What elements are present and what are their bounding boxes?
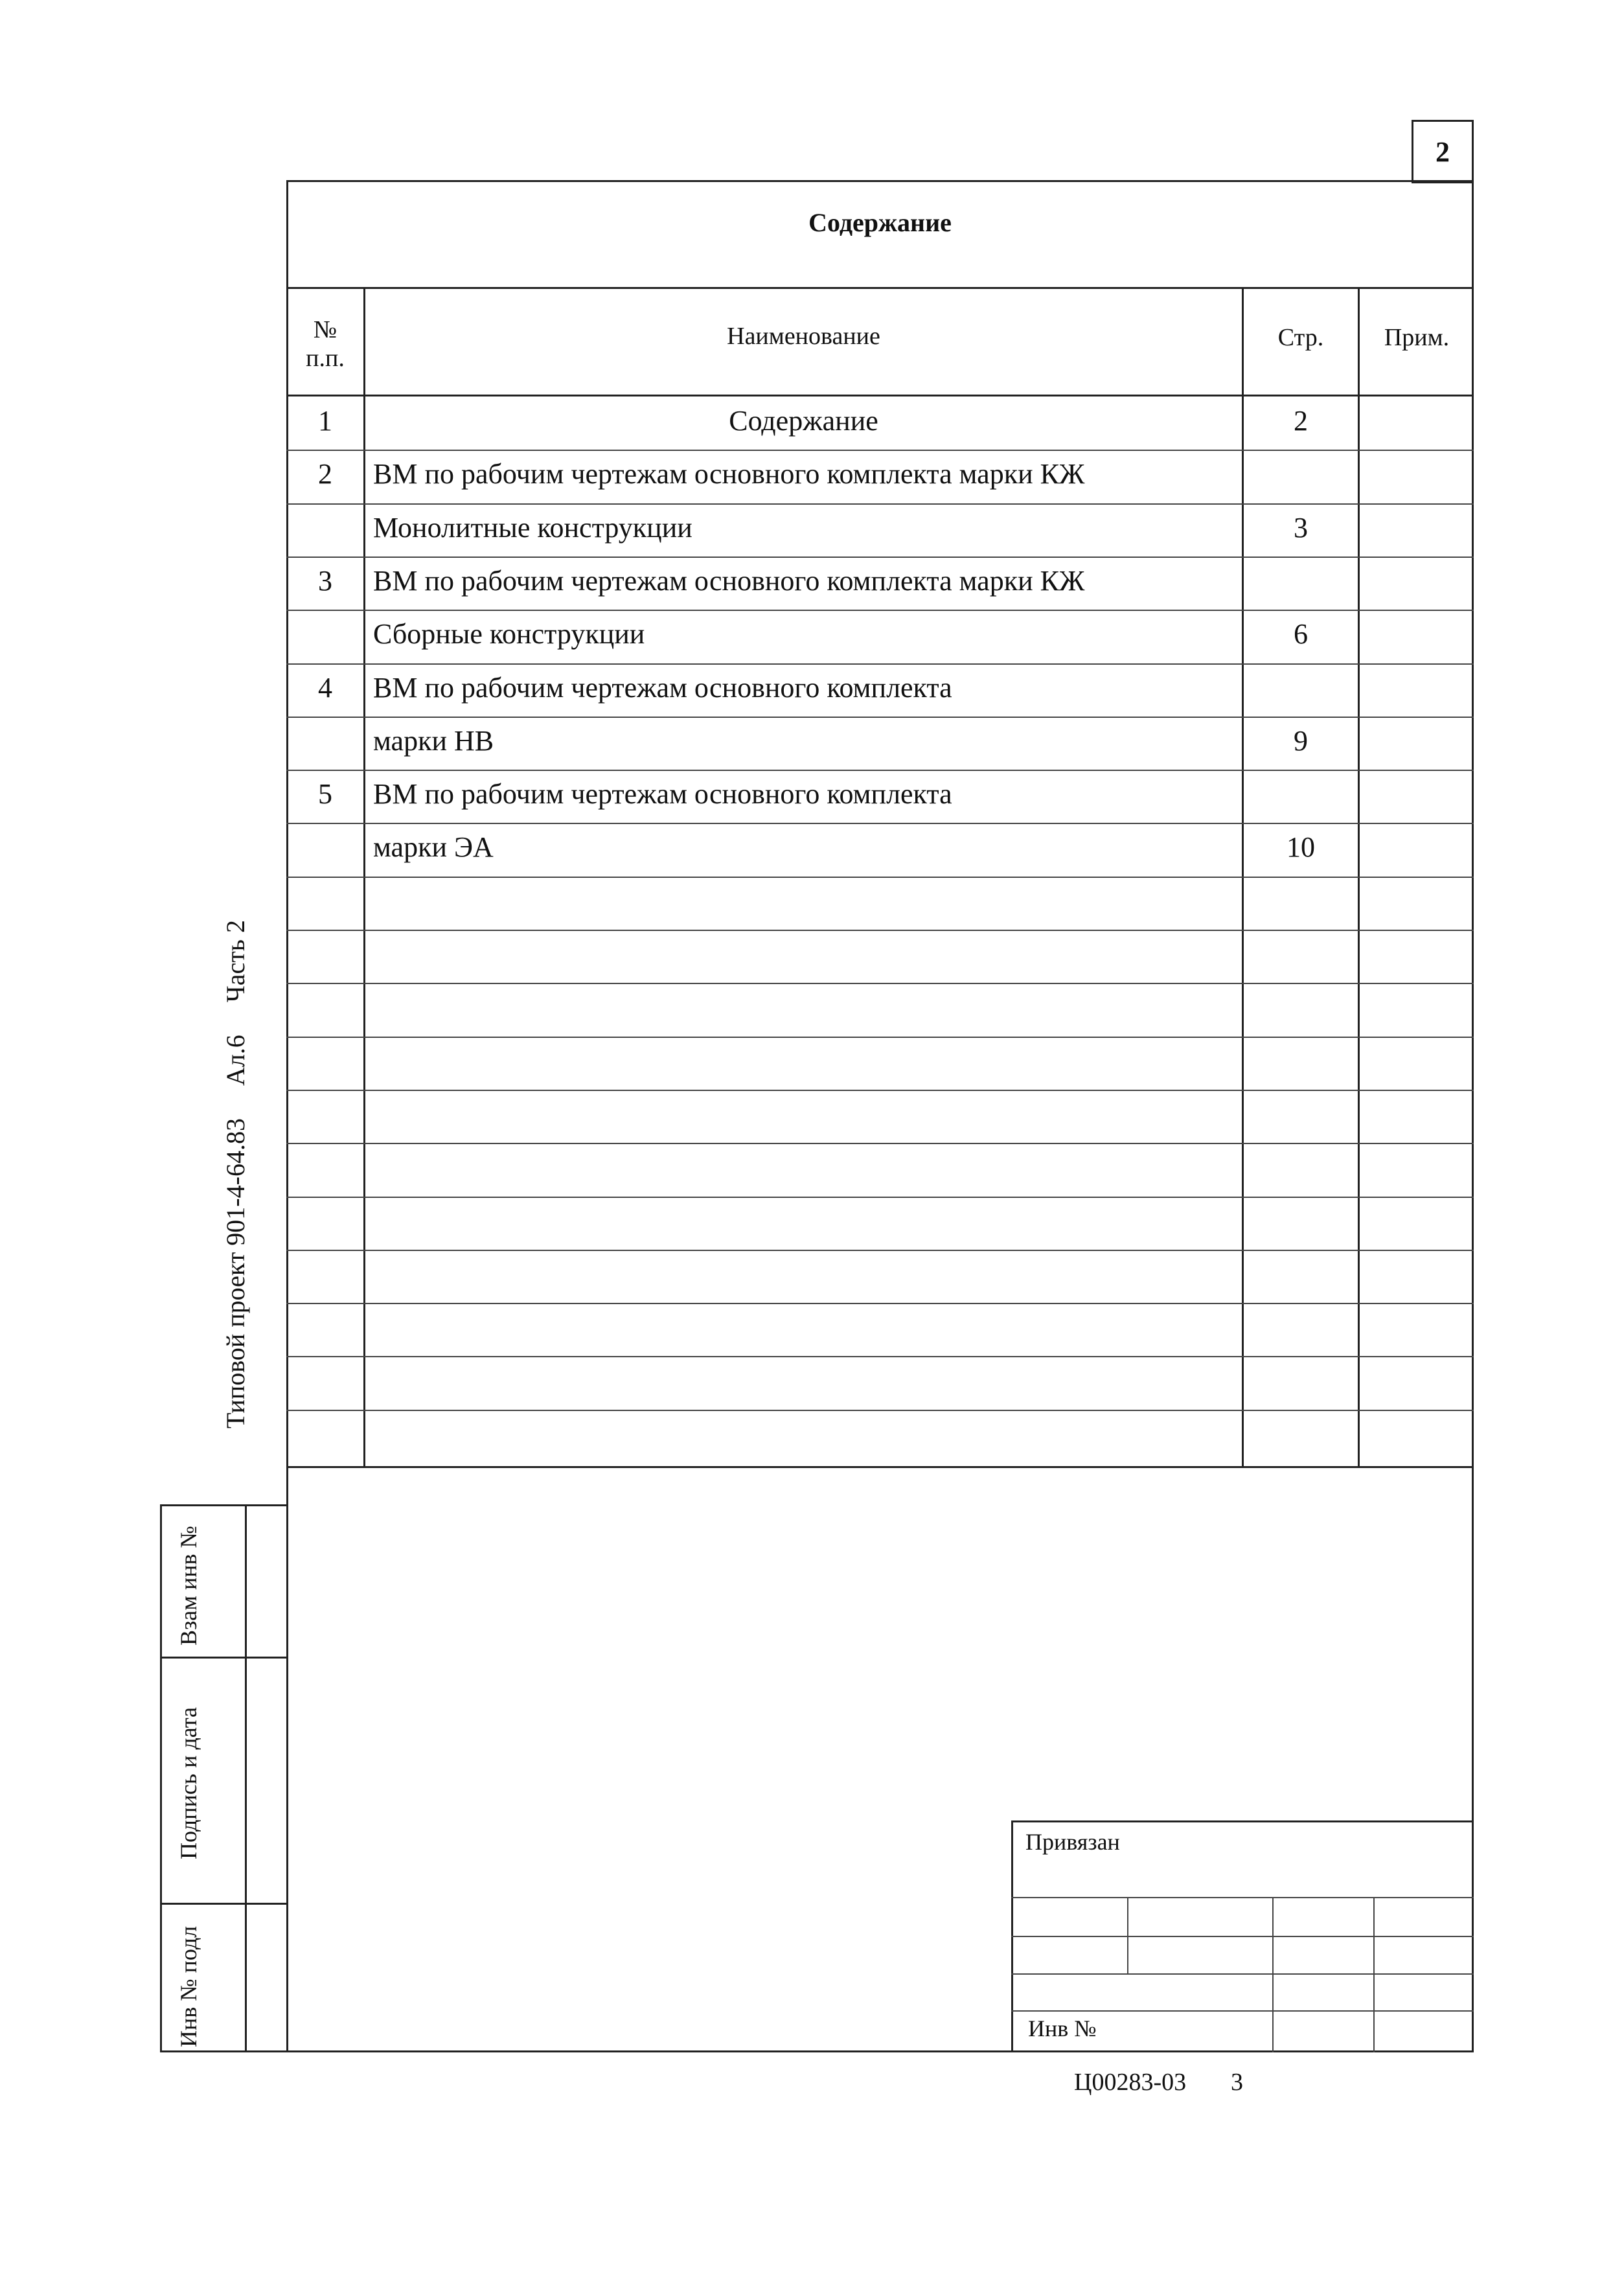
page-number: 3	[1231, 2069, 1243, 2096]
stamp-inv-label: Инв №	[1028, 2015, 1097, 2041]
row-divider	[286, 450, 1474, 451]
sheet-number: 2	[1412, 120, 1474, 183]
row-divider	[286, 503, 1474, 505]
row-page: 9	[1294, 725, 1308, 757]
header-page: Стр.	[1277, 324, 1324, 351]
row-divider	[286, 1037, 1474, 1038]
row-name: марки ЭА	[373, 831, 494, 863]
row-divider	[286, 770, 1474, 771]
row-divider	[286, 877, 1474, 878]
header-num: № п.п.	[306, 316, 345, 372]
row-divider	[286, 1303, 1474, 1304]
document-code: Ц00283-03	[1074, 2069, 1187, 2096]
row-name: Сборные конструкции	[373, 618, 645, 650]
row-divider	[286, 663, 1474, 665]
header-name: Наименование	[727, 323, 880, 350]
project-caption: Типовой проект 901-4-64.83 Ал.6 Часть 2	[221, 919, 250, 1429]
row-number: 4	[318, 672, 332, 704]
row-divider	[286, 1197, 1474, 1198]
row-divider	[286, 1410, 1474, 1411]
row-name: ВМ по рабочим чертежам основного комплекта	[373, 672, 952, 704]
label-inv-podl: Инв № подл	[176, 1925, 201, 2047]
row-divider	[286, 717, 1474, 718]
row-divider	[286, 610, 1474, 611]
row-page: 3	[1294, 512, 1308, 544]
row-divider	[286, 1143, 1474, 1144]
row-divider	[286, 983, 1474, 984]
row-divider	[286, 1090, 1474, 1091]
row-divider	[286, 1250, 1474, 1251]
row-name: ВМ по рабочим чертежам основного комплекта	[373, 778, 952, 810]
row-number: 5	[318, 778, 332, 810]
row-name: ВМ по рабочим чертежам основного комплекта марки КЖ	[373, 565, 1085, 597]
stamp-privyazan-label: Привязан	[1025, 1829, 1120, 1855]
row-page: 6	[1294, 618, 1308, 650]
row-divider	[286, 823, 1474, 824]
row-page: 2	[1294, 405, 1308, 437]
label-podpis-data: Подпись и дата	[176, 1707, 201, 1859]
row-number: 1	[318, 405, 332, 437]
row-name: Содержание	[729, 405, 878, 437]
row-page: 10	[1287, 831, 1315, 863]
row-name: ВМ по рабочим чертежам основного комплекта марки КЖ	[373, 458, 1085, 490]
label-vzam-inv: Взам инв №	[176, 1526, 201, 1646]
header-note: Прим.	[1384, 324, 1450, 351]
row-name: Монолитные конструкции	[373, 512, 692, 544]
row-number: 2	[318, 458, 332, 490]
page-title: Содержание	[808, 208, 952, 237]
row-number: 3	[318, 565, 332, 597]
row-divider	[286, 557, 1474, 558]
row-divider	[286, 930, 1474, 931]
row-divider	[286, 1356, 1474, 1357]
row-name: марки НВ	[373, 725, 494, 757]
